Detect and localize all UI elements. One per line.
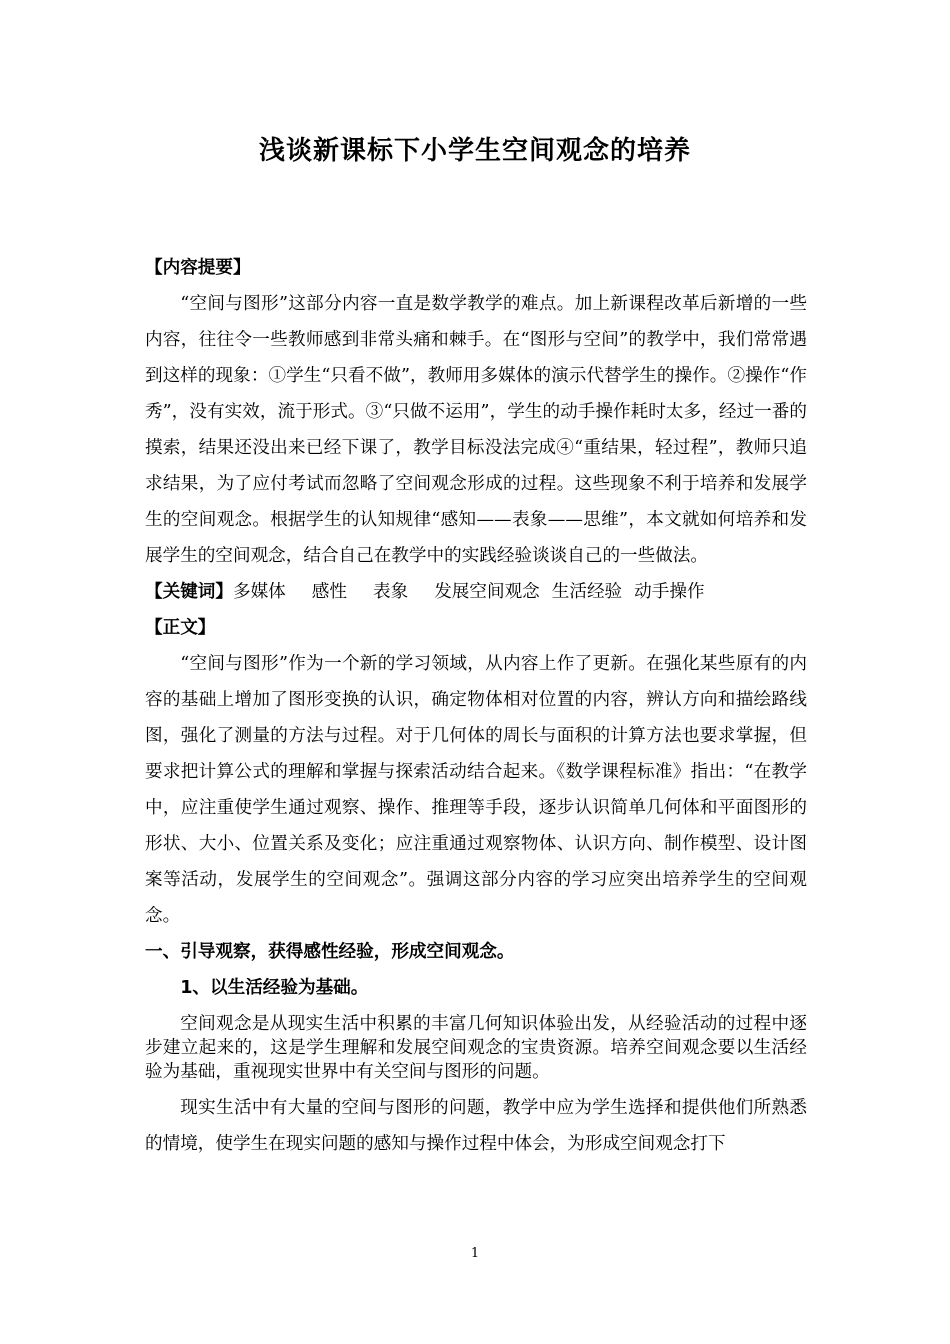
- body-paragraph: 现实生活中有大量的空间与图形的问题，教学中应为学生选择和提供他们所熟悉的情境，使学生在现实问题的感知与操作过程中体会，为形成空间观念打下: [145, 1098, 807, 1154]
- section-heading: 一、引导观察，获得感性经验，形成空间观念。: [145, 942, 515, 962]
- keywords-row: [145, 574, 807, 610]
- body-paragraph: “空间与图形”作为一个新的学习领域，从内容上作了更新。在强化某些原有的内容的基础上增加了图形变换的认识，确定物体相对位置的内容，辨认方向和描绘路线图，强化了测量的方法与过程。对于几何体的周长与面积的计算方法也要求掌握，但要求把计算公式的理解和掌握与探索活动结合起来。《数学课程标准》指出：“在教学中，应注重使学生通过观察、操作、推理等手段，逐步认识简单几何体和平面图形的形状、大小、位置关系及变化；应注重通过观察物体、认识方向、制作模型、设计图案等活动，发展学生的空间观念”。强调这部分内容的学习应突出培养学生的空间观念。: [145, 654, 807, 926]
- keyword-item: 表象: [372, 582, 409, 602]
- keywords-label: 【关键词】: [145, 582, 233, 602]
- abstract-heading: 【内容提要】: [145, 258, 251, 278]
- subsection-heading: 1、以生活经验为基础。: [180, 978, 369, 998]
- document-title: 浅谈新课标下小学生空间观念的培养: [258, 136, 691, 166]
- body-heading: 【正文】: [145, 618, 216, 638]
- body-paragraph: 空间观念是从现实生活中积累的丰富几何知识体验出发，从经验活动的过程中逐步建立起来的，这是学生理解和发展空间观念的宝贵资源。培养空间观念要以生活经验为基础，重视现实世界中有关空间与图形的问题。: [145, 1014, 807, 1082]
- page-number: 1: [470, 1246, 480, 1261]
- keyword-item: 感性: [311, 582, 347, 602]
- keyword-item: 发展空间观念: [434, 582, 540, 602]
- abstract-paragraph: “空间与图形”这部分内容一直是数学教学的难点。加上新课程改革后新增的一些内容，往往令一些教师感到非常头痛和棘手。在“图形与空间”的教学中，我们常常遇到这样的现象：①学生“只看不做”，教师用多媒体的演示代替学生的操作。②操作“作秀”，没有实效，流于形式。③“只做不运用”，学生的动手操作耗时太多，经过一番的摸索，结果还没出来已经下课了，教学目标没法完成④“重结果，轻过程”，教师只追求结果，为了应付考试而忽略了空间观念形成的过程。这些现象不利于培养和发展学生的空间观念。根据学生的认知规律“感知——表象——思维”，本文就如何培养和发展学生的空间观念，结合自己在教学中的实践经验谈谈自己的一些做法。: [145, 294, 807, 566]
- keyword-item: 动手操作: [634, 582, 705, 602]
- keyword-item: 多媒体: [232, 582, 286, 602]
- keyword-item: 生活经验: [551, 582, 623, 602]
- document-body: [145, 250, 807, 1162]
